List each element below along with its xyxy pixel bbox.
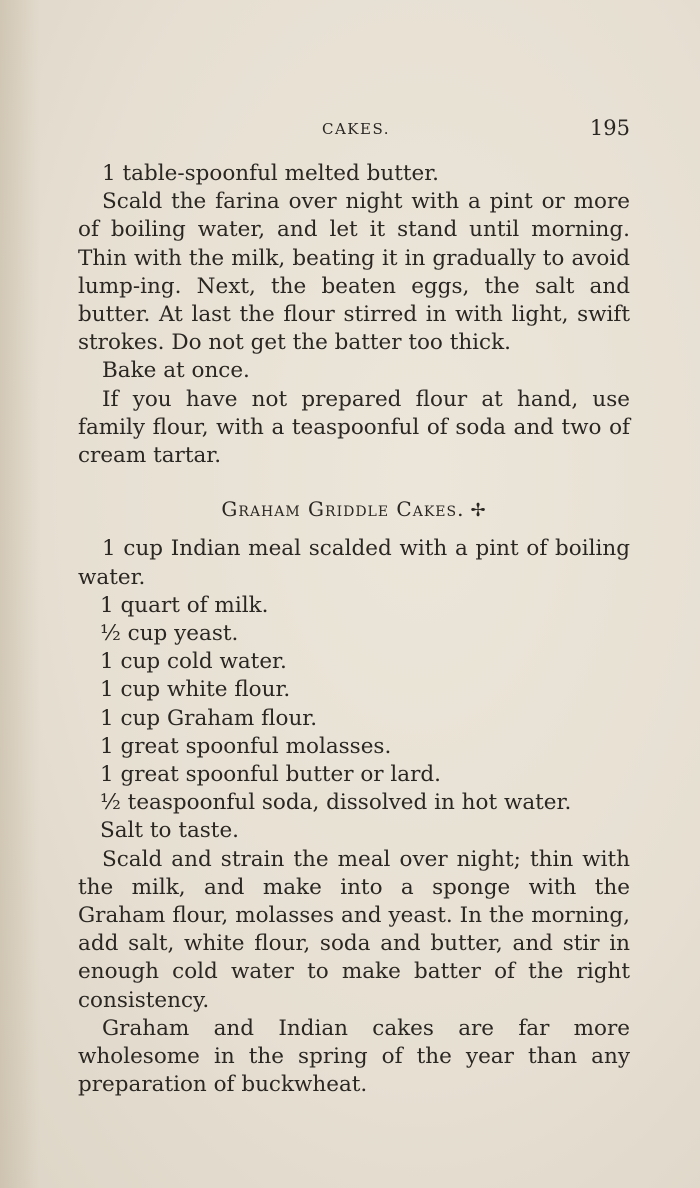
ingredient-line: 1 table-spoonful melted butter.: [102, 161, 439, 186]
body-text: [78, 160, 630, 1100]
ingredient-line: ½ cup yeast.: [100, 621, 239, 647]
recipe-title: Graham Griddle Cakes.: [221, 497, 465, 522]
ingredient-line: 1 cup cold water.: [100, 649, 287, 675]
cross-icon: ✢: [470, 500, 487, 522]
running-head: CAKES.: [322, 120, 390, 138]
ingredient-line: 1 cup white flour.: [100, 677, 291, 703]
ingredient-line: 1 great spoonful molasses.: [100, 733, 392, 759]
paragraph: Graham and Indian cakes are far more wholesome in the spring of the year than any preparation of buckwheat.: [78, 1015, 630, 1098]
ingredient-line: ½ teaspoonful soda, dissolved in hot water.: [100, 790, 572, 816]
recipe-heading: [78, 495, 630, 525]
paragraph: If you have not prepared flour at hand, use family flour, with a teaspoonful of soda and two of cream tartar.: [78, 386, 630, 469]
ingredient-line: 1 great spoonful butter or lard.: [100, 762, 441, 788]
ingredient-line: 1 cup Graham flour.: [100, 705, 318, 731]
paragraph: Scald the farina over night with a pint or more of boiling water, and let it stand until morning. Thin with the milk, beating it in gradually to avoid lump-ing. Next, the beaten eggs, the salt and butter. At last the flour stirred in with light, swift strokes. Do not get the batter too thick.: [78, 189, 630, 356]
page-header: [78, 116, 630, 146]
paragraph: Scald and strain the meal over night; thin with the milk, and make into a sponge with the Graham flour, molasses and yeast. In the morning, add salt, white flour, soda and butter, and stir in enough cold water to make batter of the right consistency.: [78, 846, 630, 1013]
ingredient-line: Salt to taste.: [100, 818, 240, 844]
ingredient-line: 1 cup Indian meal scalded with a pint of boiling water.: [78, 536, 630, 590]
paragraph: Bake at once.: [102, 358, 250, 384]
page-number: 195: [589, 116, 630, 140]
ingredient-line: 1 quart of milk.: [100, 592, 269, 618]
